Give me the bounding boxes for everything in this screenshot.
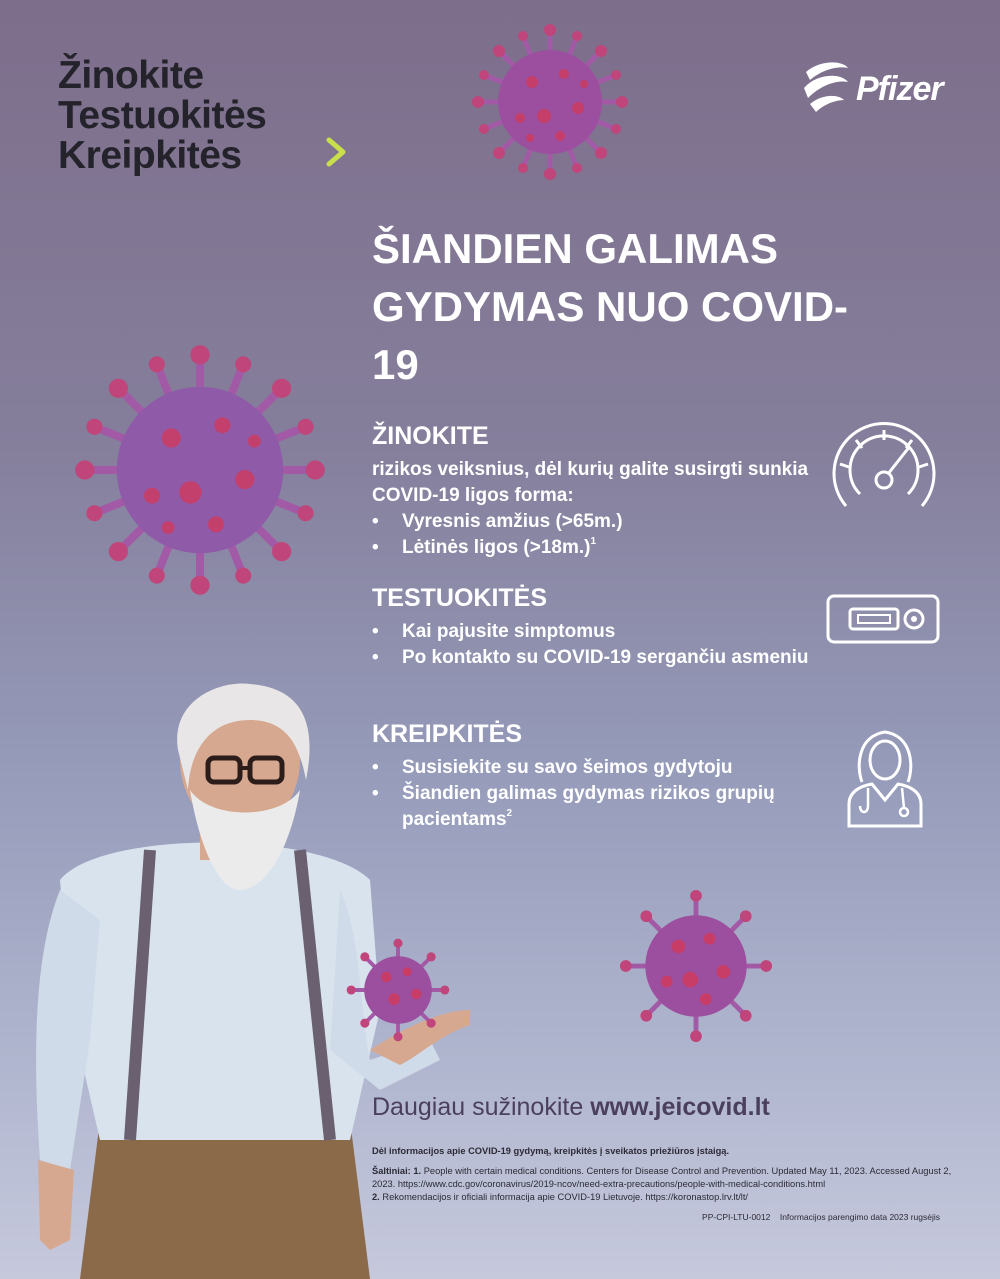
footnote-ref: 1 [590,536,597,547]
list-item: • Po kontakto su COVID-19 sergančiu asmeniu [372,645,832,671]
list-item: • Vyresnis amžius (>65m.) [372,509,832,535]
brand-name: Pfizer [856,70,943,108]
virus-icon [618,886,774,1046]
doctor-icon [846,726,924,828]
list-item: • Lėtinės ligos (>18m.)$^1$ [372,535,832,561]
campaign-line-3: Kreipkitės [58,134,242,177]
arrow-icon [285,132,349,172]
page-title: ŠIANDIEN GALIMAS GYDYMAS NUO COVID-19 [372,225,849,388]
footnote-ref: 2 [506,808,513,819]
list-item: • Šiandien galimas gydymas rizikos grupių pacientams$^2$ [372,781,832,833]
virus-icon [346,936,450,1044]
bullet-list [372,509,832,561]
document-code: PP-CPI-LTU-0012 Informacijos parengimo data 2023 rugsėjis [702,1212,940,1222]
website-link[interactable]: www.jeicovid.lt [590,1093,770,1121]
section-title: TESTUOKITĖS [372,584,548,612]
gauge-icon [826,420,942,512]
disclaimer: Dėl informacijos apie COVID-19 gydymą, kreipkitės į sveikatos priežiūros įstaigą. [372,1146,730,1156]
campaign-logo [58,56,266,176]
more-info-prefix: Daugiau sužinokite [372,1093,584,1121]
reference-1: Šaltiniai: 1. People with certain medical conditions. Centers for Disease Control and Prevention. Updated May 11, 2023. Accessed August 2, 2023. https://www.cdc.gov/coronavirus/2019-ncov/need-extra-precautions/people-with-medical-conditions.html [372,1166,952,1189]
bullet-list [372,619,832,671]
more-info-line [372,1093,770,1122]
section-intro: rizikos veiksnius, dėl kurių galite susirgti sunkia COVID-19 ligos forma: [372,459,809,506]
footnotes [372,1145,952,1204]
section-title: ŽINOKITE [372,422,489,450]
test-kit-icon [826,594,940,644]
virus-icon [470,22,630,182]
list-item: • Susisiekite su savo šeimos gydytoju [372,755,832,781]
reference-2: 2. Rekomendacijos ir oficiali informacija apie COVID-19 Lietuvoje. https://koronastop.lrv.lt/lt/ [372,1192,749,1202]
list-item: • Kai pajusite simptomus [372,619,832,645]
virus-icon [72,338,328,602]
pfizer-logo-icon [800,58,852,114]
section-title: KREIPKITĖS [372,720,523,748]
campaign-line-2: Testuokitės [58,94,267,137]
section-test [372,584,832,671]
campaign-line-1: Žinokite [58,54,204,97]
section-know [372,422,832,561]
